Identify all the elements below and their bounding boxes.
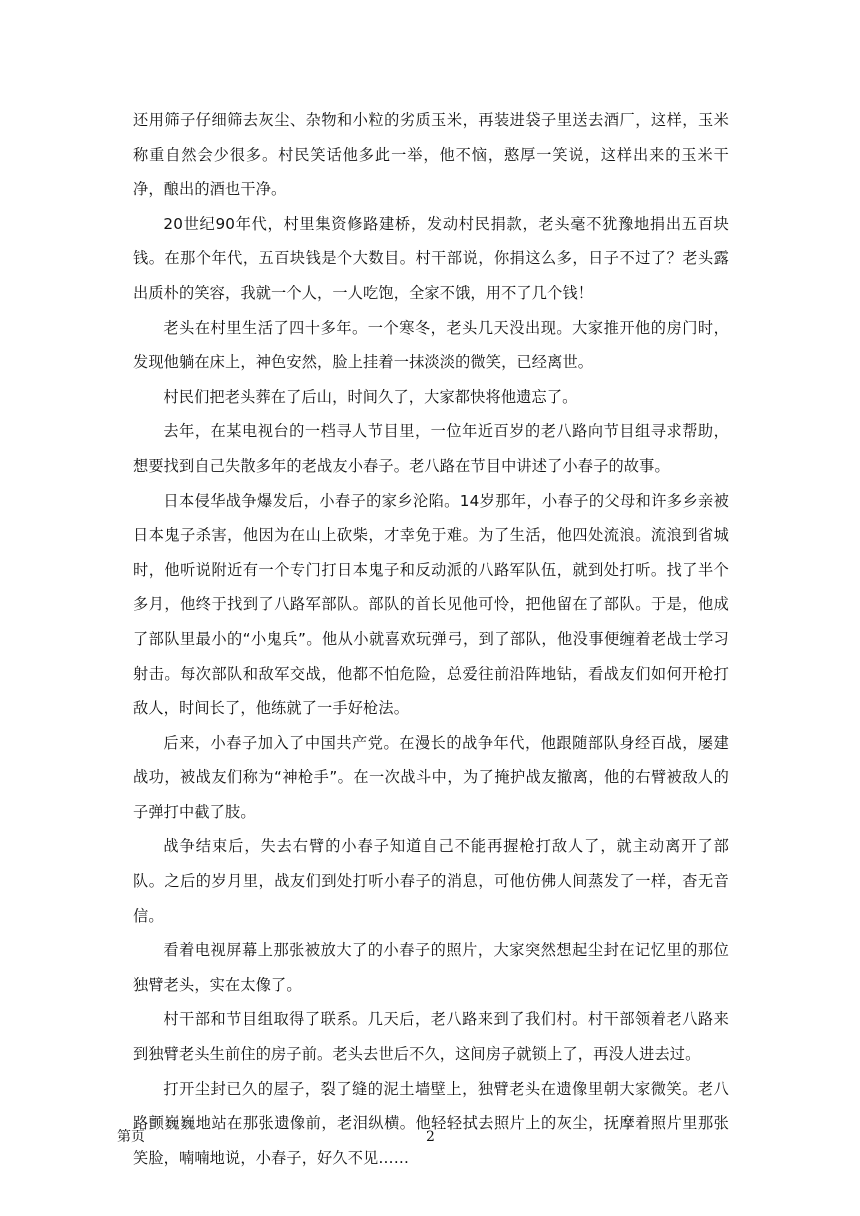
paragraph-2: 20世纪90年代，村里集资修路建桥，发动村民捐款，老头毫不犹豫地捐出五百块钱。在那个年代，五百块钱是个大数目。村干部说，你捐这么多，日子不过了？老头露出质朴的笑容，我就一个人，一人吃饱，全家不饿，用不了几个钱！ xyxy=(133,214,729,302)
paragraph-3: 老头在村里生活了四十多年。一个寒冬，老头几天没出现。大家推开他的房门时，发现他躺在床上，神色安然，脸上挂着一抹淡淡的微笑，已经离世。 xyxy=(133,318,729,372)
footer-page-label: 第页 xyxy=(117,1129,145,1145)
paragraph-10: 村干部和节目组取得了联系。几天后，老八路来到了我们村。村干部领着老八路来到独臂老头生前住的房子前。老头去世后不久，这间房子就锁上了，再没人进去过。 xyxy=(133,1010,729,1064)
article-body xyxy=(133,103,729,1175)
footer-page-number: 2 xyxy=(426,1129,435,1145)
paragraph-8: 战争结束后，失去右臂的小春子知道自己不能再握枪打敌人了，就主动离开了部队。之后的岁月里，战友们到处打听小春子的消息，可他仿佛人间蒸发了一样，杳无音信。 xyxy=(133,837,729,925)
paragraph-7: 后来，小春子加入了中国共产党。在漫长的战争年代，他跟随部队身经百战，屡建战功，被战友们称为“神枪手”。在一次战斗中，为了掩护战友撤离，他的右臂被敌人的子弹打中截了肢。 xyxy=(133,733,729,821)
paragraph-6: 日本侵华战争爆发后，小春子的家乡沦陷。14岁那年，小春子的父母和许多乡亲被日本鬼子杀害，他因为在山上砍柴，才幸免于难。为了生活，他四处流浪。流浪到省城时，他听说附近有一个专门打日本鬼子和反动派的八路军队伍，就到处打听。找了半个多月，他终于找到了八路军部队。部队的首长见他可怜，把他留在了部队。于是，他成了部队里最小的“小鬼兵”。他从小就喜欢玩弹弓，到了部队，他没事便缠着老战士学习射击。每次部队和敌军交战，他都不怕危险，总爱往前沿阵地钻，看战友们如何开枪打敌人，时间长了，他练就了一手好枪法。 xyxy=(133,491,729,718)
paragraph-1: 还用筛子仔细筛去灰尘、杂物和小粒的劣质玉米，再装进袋子里送去酒厂，这样，玉米称重自然会少很多。村民笑话他多此一举，他不恼，憨厚一笑说，这样出来的玉米干净，酿出的酒也干净。 xyxy=(133,111,729,199)
paragraph-5: 去年，在某电视台的一档寻人节目里，一位年近百岁的老八路向节目组寻求帮助，想要找到自己失散多年的老战友小春子。老八路在节目中讲述了小春子的故事。 xyxy=(133,422,729,475)
paragraph-11: 打开尘封已久的屋子，裂了缝的泥土墙壁上，独臂老头在遗像里朝大家微笑。老八路颤巍巍地站在那张遗像前，老泪纵横。他轻轻拭去照片上的灰尘，抚摩着照片里那张笑脸，喃喃地说，小春子，好久不见…… xyxy=(133,1079,729,1167)
paragraph-9: 看着电视屏幕上那张被放大了的小春子的照片，大家突然想起尘封在记忆里的那位独臂老头，实在太像了。 xyxy=(133,941,729,994)
paragraph-4: 村民们把老头葬在了后山，时间久了，大家都快将他遗忘了。 xyxy=(163,387,578,406)
